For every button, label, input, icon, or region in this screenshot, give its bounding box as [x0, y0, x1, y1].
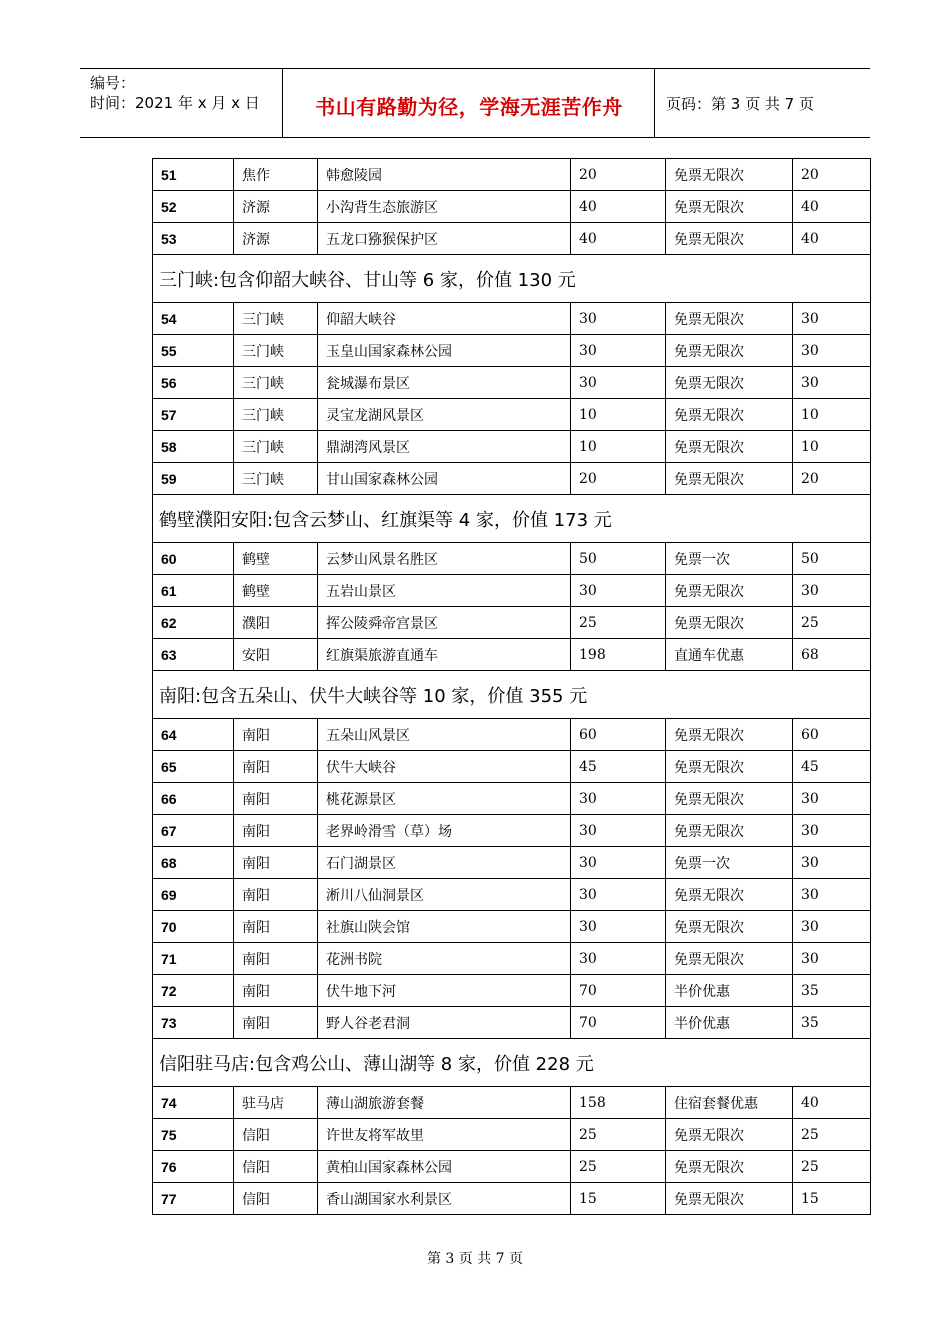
row-number: 66 [153, 783, 234, 815]
row-value: 40 [793, 223, 871, 255]
row-value: 30 [793, 367, 871, 399]
row-offer: 免票无限次 [666, 815, 793, 847]
table-row [153, 639, 871, 671]
row-city: 焦作 [234, 159, 318, 191]
row-value: 50 [793, 543, 871, 575]
row-attraction-name: 甘山国家森林公园 [318, 463, 571, 495]
row-city: 南阳 [234, 847, 318, 879]
row-attraction-name: 老界岭滑雪（草）场 [318, 815, 571, 847]
row-attraction-name: 红旗渠旅游直通车 [318, 639, 571, 671]
row-attraction-name: 瓮城瀑布景区 [318, 367, 571, 399]
row-attraction-name: 淅川八仙洞景区 [318, 879, 571, 911]
serial-label: 编号： [90, 74, 136, 92]
row-city: 南阳 [234, 943, 318, 975]
section-title: 信阳驻马店:包含鸡公山、薄山湖等 8 家，价值 228 元 [153, 1039, 871, 1087]
row-number: 60 [153, 543, 234, 575]
row-city: 南阳 [234, 911, 318, 943]
row-attraction-name: 桃花源景区 [318, 783, 571, 815]
row-city: 南阳 [234, 815, 318, 847]
row-value: 40 [793, 191, 871, 223]
row-value: 35 [793, 1007, 871, 1039]
row-value: 30 [793, 847, 871, 879]
table-row [153, 1119, 871, 1151]
table-row [153, 159, 871, 191]
table-row [153, 303, 871, 335]
table-row [153, 575, 871, 607]
row-ticket-price: 30 [571, 847, 666, 879]
row-attraction-name: 挥公陵舜帝宫景区 [318, 607, 571, 639]
table-row [153, 975, 871, 1007]
row-city: 驻马店 [234, 1087, 318, 1119]
row-number: 72 [153, 975, 234, 1007]
section-title: 三门峡:包含仰韶大峡谷、甘山等 6 家，价值 130 元 [153, 255, 871, 303]
table-row [153, 1151, 871, 1183]
row-ticket-price: 30 [571, 303, 666, 335]
row-ticket-price: 20 [571, 159, 666, 191]
row-offer: 免票无限次 [666, 911, 793, 943]
row-ticket-price: 25 [571, 607, 666, 639]
section-title: 南阳:包含五朵山、伏牛大峡谷等 10 家，价值 355 元 [153, 671, 871, 719]
row-offer: 免票一次 [666, 543, 793, 575]
row-offer: 免票无限次 [666, 191, 793, 223]
header-divider [282, 69, 283, 137]
row-offer: 免票无限次 [666, 335, 793, 367]
row-number: 52 [153, 191, 234, 223]
table-row [153, 335, 871, 367]
row-city: 信阳 [234, 1151, 318, 1183]
row-number: 54 [153, 303, 234, 335]
attractions-table-body [153, 159, 871, 1215]
row-value: 30 [793, 879, 871, 911]
row-ticket-price: 30 [571, 943, 666, 975]
table-row [153, 719, 871, 751]
row-attraction-name: 花洲书院 [318, 943, 571, 975]
row-attraction-name: 五朵山风景区 [318, 719, 571, 751]
header-divider [654, 69, 655, 137]
row-attraction-name: 小沟背生态旅游区 [318, 191, 571, 223]
row-offer: 免票无限次 [666, 399, 793, 431]
row-number: 63 [153, 639, 234, 671]
row-ticket-price: 30 [571, 815, 666, 847]
row-number: 71 [153, 943, 234, 975]
row-city: 南阳 [234, 1007, 318, 1039]
row-city: 济源 [234, 223, 318, 255]
row-ticket-price: 70 [571, 1007, 666, 1039]
row-number: 74 [153, 1087, 234, 1119]
row-number: 70 [153, 911, 234, 943]
row-value: 30 [793, 783, 871, 815]
row-ticket-price: 30 [571, 911, 666, 943]
table-row [153, 879, 871, 911]
table-row [153, 943, 871, 975]
row-number: 64 [153, 719, 234, 751]
row-ticket-price: 40 [571, 191, 666, 223]
row-ticket-price: 25 [571, 1119, 666, 1151]
table-row [153, 1087, 871, 1119]
row-city: 南阳 [234, 879, 318, 911]
row-ticket-price: 60 [571, 719, 666, 751]
page-footer: 第 3 页 共 7 页 [426, 1251, 524, 1267]
row-number: 58 [153, 431, 234, 463]
header-meta [90, 73, 260, 113]
row-attraction-name: 石门湖景区 [318, 847, 571, 879]
row-city: 济源 [234, 191, 318, 223]
row-value: 20 [793, 463, 871, 495]
row-attraction-name: 玉皇山国家森林公园 [318, 335, 571, 367]
row-value: 30 [793, 943, 871, 975]
section-header-row [153, 1039, 871, 1087]
row-value: 68 [793, 639, 871, 671]
row-number: 51 [153, 159, 234, 191]
row-city: 信阳 [234, 1183, 318, 1215]
row-value: 25 [793, 1119, 871, 1151]
row-value: 30 [793, 911, 871, 943]
row-ticket-price: 30 [571, 879, 666, 911]
row-attraction-name: 仰韶大峡谷 [318, 303, 571, 335]
row-attraction-name: 伏牛大峡谷 [318, 751, 571, 783]
row-attraction-name: 野人谷老君洞 [318, 1007, 571, 1039]
row-ticket-price: 50 [571, 543, 666, 575]
row-number: 67 [153, 815, 234, 847]
row-city: 三门峡 [234, 463, 318, 495]
row-value: 30 [793, 335, 871, 367]
row-value: 30 [793, 575, 871, 607]
table-row [153, 191, 871, 223]
row-city: 信阳 [234, 1119, 318, 1151]
row-ticket-price: 198 [571, 639, 666, 671]
table-row [153, 847, 871, 879]
row-offer: 免票无限次 [666, 431, 793, 463]
row-number: 57 [153, 399, 234, 431]
row-offer: 免票无限次 [666, 1119, 793, 1151]
row-attraction-name: 五龙口猕猴保护区 [318, 223, 571, 255]
table-row [153, 1007, 871, 1039]
row-attraction-name: 韩愈陵园 [318, 159, 571, 191]
row-value: 10 [793, 431, 871, 463]
row-attraction-name: 云梦山风景名胜区 [318, 543, 571, 575]
row-offer: 免票无限次 [666, 1183, 793, 1215]
table-row [153, 607, 871, 639]
row-ticket-price: 10 [571, 431, 666, 463]
table-row [153, 815, 871, 847]
row-number: 53 [153, 223, 234, 255]
row-value: 20 [793, 159, 871, 191]
row-attraction-name: 社旗山陕会馆 [318, 911, 571, 943]
row-offer: 免票无限次 [666, 159, 793, 191]
row-offer: 半价优惠 [666, 975, 793, 1007]
row-city: 鹤壁 [234, 543, 318, 575]
row-ticket-price: 30 [571, 367, 666, 399]
row-city: 南阳 [234, 783, 318, 815]
row-ticket-price: 25 [571, 1151, 666, 1183]
row-number: 56 [153, 367, 234, 399]
row-offer: 免票无限次 [666, 575, 793, 607]
row-number: 75 [153, 1119, 234, 1151]
row-number: 62 [153, 607, 234, 639]
header-motto: 书山有路勤为径，学海无涯苦作舟 [315, 95, 623, 119]
table-row [153, 367, 871, 399]
table-row [153, 751, 871, 783]
row-attraction-name: 许世友将军故里 [318, 1119, 571, 1151]
table-row [153, 431, 871, 463]
row-attraction-name: 伏牛地下河 [318, 975, 571, 1007]
row-ticket-price: 30 [571, 783, 666, 815]
row-offer: 免票无限次 [666, 1151, 793, 1183]
row-city: 南阳 [234, 975, 318, 1007]
row-value: 30 [793, 303, 871, 335]
row-value: 60 [793, 719, 871, 751]
row-number: 59 [153, 463, 234, 495]
header-page-info: 页码：第 3 页 共 7 页 [666, 95, 814, 113]
row-offer: 免票无限次 [666, 463, 793, 495]
attractions-table [152, 158, 871, 1215]
table-row [153, 1183, 871, 1215]
row-attraction-name: 黄柏山国家森林公园 [318, 1151, 571, 1183]
table-row [153, 783, 871, 815]
row-ticket-price: 30 [571, 575, 666, 607]
row-offer: 免票无限次 [666, 719, 793, 751]
row-ticket-price: 10 [571, 399, 666, 431]
row-number: 55 [153, 335, 234, 367]
table-row [153, 543, 871, 575]
row-offer: 免票无限次 [666, 303, 793, 335]
row-value: 30 [793, 815, 871, 847]
row-value: 45 [793, 751, 871, 783]
table-row [153, 911, 871, 943]
row-value: 25 [793, 1151, 871, 1183]
row-value: 10 [793, 399, 871, 431]
section-title: 鹤壁濮阳安阳:包含云梦山、红旗渠等 4 家，价值 173 元 [153, 495, 871, 543]
row-ticket-price: 40 [571, 223, 666, 255]
row-city: 鹤壁 [234, 575, 318, 607]
row-city: 三门峡 [234, 431, 318, 463]
section-header-row [153, 671, 871, 719]
page-header [80, 68, 870, 138]
table-row [153, 463, 871, 495]
row-city: 三门峡 [234, 303, 318, 335]
row-offer: 半价优惠 [666, 1007, 793, 1039]
row-offer: 直通车优惠 [666, 639, 793, 671]
row-attraction-name: 香山湖国家水利景区 [318, 1183, 571, 1215]
date-label: 时间：2021 年 x 月 x 日 [90, 94, 260, 112]
row-value: 25 [793, 607, 871, 639]
row-attraction-name: 薄山湖旅游套餐 [318, 1087, 571, 1119]
row-ticket-price: 45 [571, 751, 666, 783]
row-offer: 免票无限次 [666, 367, 793, 399]
row-offer: 免票无限次 [666, 607, 793, 639]
row-offer: 免票无限次 [666, 879, 793, 911]
row-value: 15 [793, 1183, 871, 1215]
row-city: 南阳 [234, 719, 318, 751]
row-ticket-price: 30 [571, 335, 666, 367]
row-city: 三门峡 [234, 367, 318, 399]
row-number: 68 [153, 847, 234, 879]
row-attraction-name: 鼎湖湾风景区 [318, 431, 571, 463]
row-number: 73 [153, 1007, 234, 1039]
row-ticket-price: 158 [571, 1087, 666, 1119]
row-ticket-price: 70 [571, 975, 666, 1007]
row-offer: 住宿套餐优惠 [666, 1087, 793, 1119]
row-city: 濮阳 [234, 607, 318, 639]
row-city: 安阳 [234, 639, 318, 671]
row-number: 69 [153, 879, 234, 911]
row-number: 65 [153, 751, 234, 783]
row-ticket-price: 20 [571, 463, 666, 495]
row-ticket-price: 15 [571, 1183, 666, 1215]
section-header-row [153, 495, 871, 543]
section-header-row [153, 255, 871, 303]
row-city: 三门峡 [234, 399, 318, 431]
row-number: 61 [153, 575, 234, 607]
row-attraction-name: 灵宝龙湖风景区 [318, 399, 571, 431]
row-offer: 免票无限次 [666, 783, 793, 815]
row-city: 三门峡 [234, 335, 318, 367]
table-row [153, 399, 871, 431]
row-value: 40 [793, 1087, 871, 1119]
table-row [153, 223, 871, 255]
row-number: 76 [153, 1151, 234, 1183]
row-offer: 免票无限次 [666, 943, 793, 975]
row-attraction-name: 五岩山景区 [318, 575, 571, 607]
row-number: 77 [153, 1183, 234, 1215]
row-value: 35 [793, 975, 871, 1007]
row-offer: 免票无限次 [666, 223, 793, 255]
row-city: 南阳 [234, 751, 318, 783]
row-offer: 免票无限次 [666, 751, 793, 783]
row-offer: 免票一次 [666, 847, 793, 879]
